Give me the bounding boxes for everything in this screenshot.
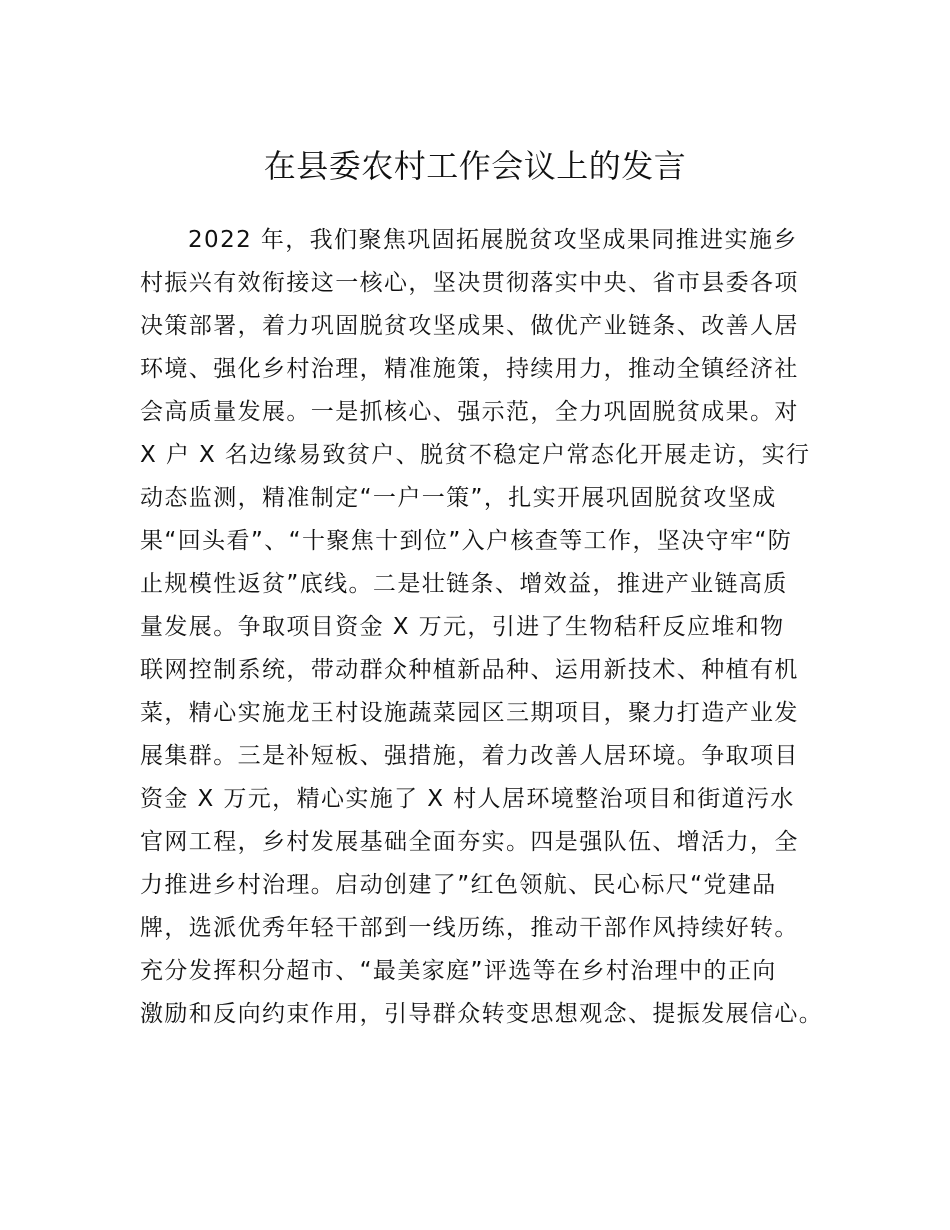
body-line: 决策部署，着力巩固脱贫攻坚成果、做优产业链条、改善人居: [140, 313, 799, 339]
body-line: 环境、强化乡村治理，精准施策，持续用力，推动全镇经济社: [140, 356, 799, 382]
body-line: 联网控制系统，带动群众种植新品种、运用新技术、种植有机: [140, 657, 799, 683]
body-line: 官网工程，乡村发展基础全面夯实。四是强队伍、增活力，全: [140, 829, 799, 855]
body-line: 止规模性返贫”底线。二是壮链条、增效益，推进产业链高质: [140, 571, 788, 597]
document-body: [140, 219, 840, 1036]
body-line: 资金 X 万元，精心实施了 X 村人居环境整治项目和街道污水: [140, 786, 795, 812]
body-line: 动态监测，精准制定“一户一策”，扎实开展巩固脱贫攻坚成: [140, 485, 777, 511]
body-line: 菜，精心实施龙王村设施蔬菜园区三期项目，聚力打造产业发: [140, 700, 799, 726]
body-line: X 户 X 名边缘易致贫户、脱贫不稳定户常态化开展走访，实行: [140, 442, 811, 468]
body-line: 量发展。争取项目资金 X 万元，引进了生物秸秆反应堆和物: [140, 614, 785, 640]
document-title: 在县委农村工作会议上的发言: [263, 147, 687, 185]
body-line: 激励和反向约束作用，引导群众转变思想观念、提振发展信心。: [140, 1001, 824, 1027]
body-line: 果“回头看”、“十聚焦十到位”入户核查等工作，坚决守牢“防: [140, 528, 793, 554]
body-line: 展集群。三是补短板、强措施，着力改善人居环境。争取项目: [140, 743, 799, 769]
body-line: 村振兴有效衔接这一核心，坚决贯彻落实中央、省市县委各项: [140, 270, 799, 296]
body-line: 2022 年，我们聚焦巩固拓展脱贫攻坚成果同推进实施乡: [188, 227, 798, 253]
body-line: 充分发挥积分超市、“最美家庭”评选等在乡村治理中的正向: [140, 958, 777, 984]
body-line: 会高质量发展。一是抓核心、强示范，全力巩固脱贫成果。对: [140, 399, 799, 425]
body-line: 力推进乡村治理。启动创建了”红色领航、民心标尺“党建品: [140, 872, 777, 898]
body-line: 牌，选派优秀年轻干部到一线历练，推动干部作风持续好转。: [140, 915, 799, 941]
